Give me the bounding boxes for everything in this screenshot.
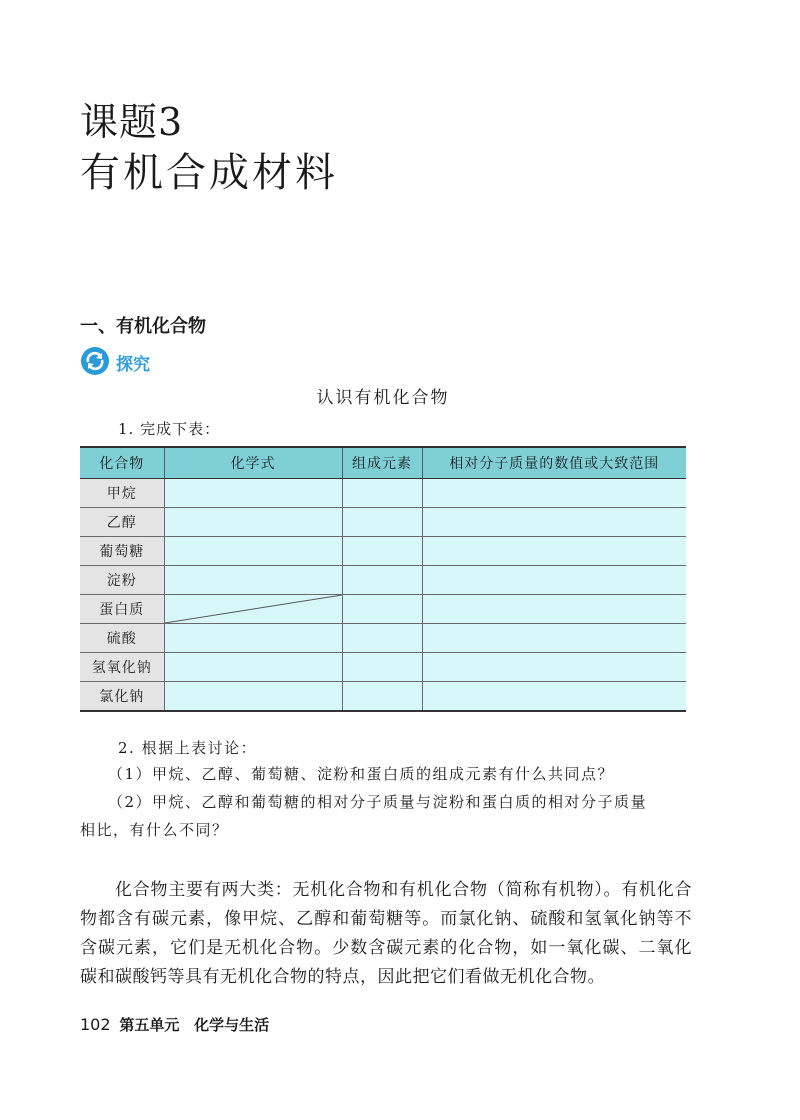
formula-cell[interactable] <box>164 682 342 712</box>
explore-label: 探究 <box>116 355 150 375</box>
mass-cell[interactable] <box>422 479 686 508</box>
mass-cell[interactable] <box>422 624 686 653</box>
mass-cell[interactable] <box>422 653 686 682</box>
header-molecular-mass: 相对分子质量的数值或大致范围 <box>422 447 686 479</box>
elements-cell[interactable] <box>342 653 422 682</box>
mass-cell[interactable] <box>422 508 686 537</box>
elements-cell[interactable] <box>342 479 422 508</box>
table-row <box>80 566 686 595</box>
table-row <box>80 595 686 624</box>
formula-cell[interactable] <box>164 653 342 682</box>
question-2-part-2: （2）甲烷、乙醇和葡萄糖的相对分子质量与淀粉和蛋白质的相对分子质量 <box>108 793 648 811</box>
unit-label: 第五单元 <box>119 1016 180 1034</box>
elements-cell[interactable] <box>342 537 422 566</box>
elements-cell[interactable] <box>342 682 422 712</box>
elements-cell[interactable] <box>342 508 422 537</box>
compound-name: 蛋白质 <box>80 595 164 624</box>
mass-cell[interactable] <box>422 682 686 712</box>
page-footer <box>80 1014 269 1035</box>
table-row <box>80 682 686 712</box>
question-2-part-2-continued: 相比，有什么不同？ <box>80 821 229 839</box>
table-row <box>80 653 686 682</box>
compound-name: 乙醇 <box>80 508 164 537</box>
activity-title: 认识有机化合物 <box>316 388 450 408</box>
compound-name: 葡萄糖 <box>80 537 164 566</box>
header-compound: 化合物 <box>80 447 164 479</box>
unit-name: 化学与生活 <box>194 1016 270 1034</box>
table-row <box>80 479 686 508</box>
section-heading: 一、有机化合物 <box>80 316 206 337</box>
question-1: 1. 完成下表： <box>118 420 221 438</box>
mass-cell[interactable] <box>422 537 686 566</box>
refresh-cycle-icon <box>80 346 110 376</box>
compound-name: 硫酸 <box>80 624 164 653</box>
compound-name: 氯化钠 <box>80 682 164 712</box>
elements-cell[interactable] <box>342 595 422 624</box>
mass-cell[interactable] <box>422 566 686 595</box>
header-elements: 组成元素 <box>342 447 422 479</box>
question-2: 2. 根据上表讨论： <box>118 739 258 757</box>
body-paragraph: 化合物主要有两大类：无机化合物和有机化合物（简称有机物）。有机化合物都含有碳元素，像甲烷、乙醇和葡萄糖等。而氯化钠、硫酸和氢氧化钠等不含碳元素，它们是无机化合物。少数含碳元素的化合物，如一氧化碳、二氧化碳和碳酸钙等具有无机化合物的特点，因此把它们看做无机化合物。 <box>80 880 692 987</box>
chapter-title: 有机合成材料 <box>80 150 338 196</box>
compound-name: 淀粉 <box>80 566 164 595</box>
formula-cell[interactable] <box>164 479 342 508</box>
formula-cell[interactable] <box>164 624 342 653</box>
compound-name: 氢氧化钠 <box>80 653 164 682</box>
header-formula: 化学式 <box>164 447 342 479</box>
formula-cell[interactable] <box>164 508 342 537</box>
table-row <box>80 508 686 537</box>
question-2-part-1: （1）甲烷、乙醇、葡萄糖、淀粉和蛋白质的组成元素有什么共同点？ <box>108 765 615 783</box>
elements-cell[interactable] <box>342 566 422 595</box>
formula-cell-crossed <box>164 595 342 624</box>
compound-table <box>80 446 686 712</box>
elements-cell[interactable] <box>342 624 422 653</box>
table-row <box>80 624 686 653</box>
table-header-row <box>80 447 686 479</box>
mass-cell[interactable] <box>422 595 686 624</box>
lesson-label: 课题3 <box>80 100 184 144</box>
table-row <box>80 537 686 566</box>
formula-cell[interactable] <box>164 537 342 566</box>
formula-cell[interactable] <box>164 566 342 595</box>
diagonal-line <box>165 595 342 623</box>
compound-name: 甲烷 <box>80 479 164 508</box>
page-number: 102 <box>80 1015 111 1034</box>
